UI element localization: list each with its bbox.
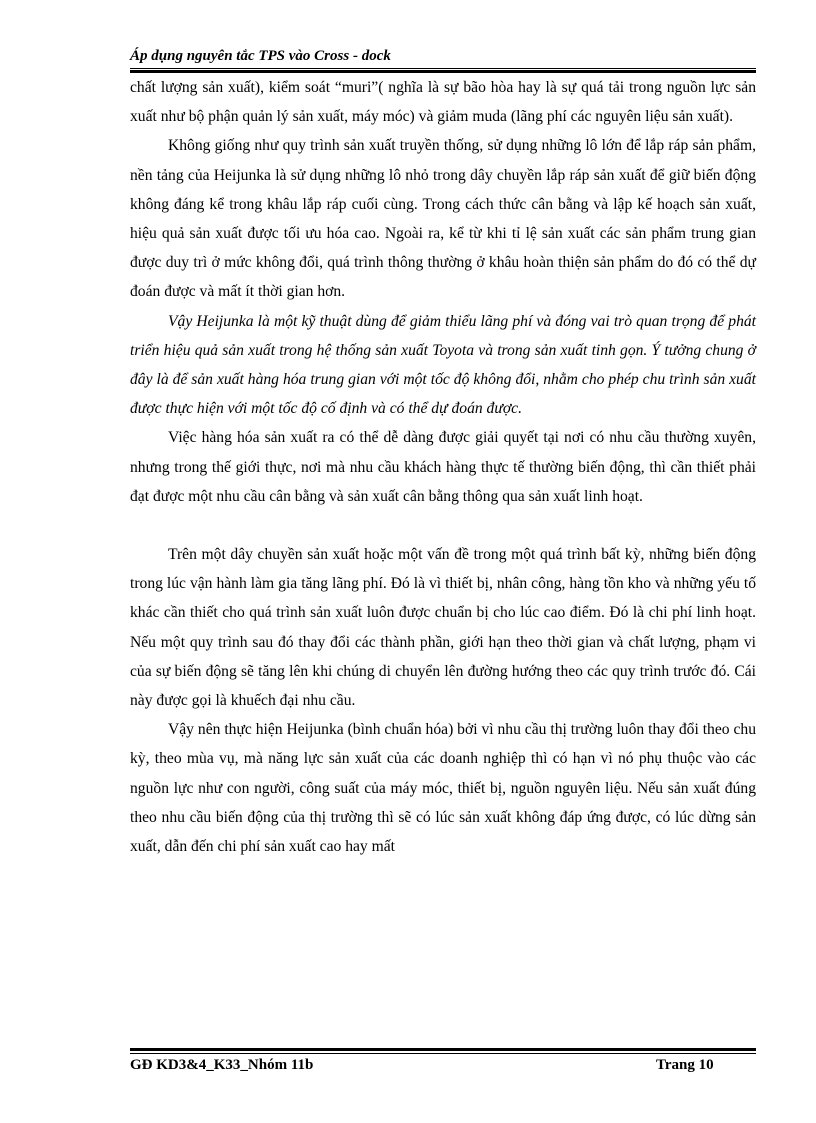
paragraph: chất lượng sản xuất), kiểm soát “muri”( nghĩa là sự bão hòa hay là sự quá tải trong nguồn lực sản xuất như bộ phận quản lý sản xuất, máy móc) và giảm muda (lãng phí các nguyên liệu sản xuất). <box>130 79 756 126</box>
paragraph-italic: Vậy Heijunka là một kỹ thuật dùng để giảm thiểu lãng phí và đóng vai trò quan trọng để phát triển hiệu quả sản xuất trong hệ thống sản xuất Toyota và trong sản xuất tinh gọn. Ý tưởng chung ở đây là để sản xuất hàng hóa trung gian với một tốc độ không đổi, nhằm cho phép chu trình sản xuất được thực hiện với một tốc độ cố định và có thể dự đoán được. <box>130 312 756 418</box>
footer-course-label: GĐ KD3&4_K33_Nhóm 11b <box>130 1057 314 1073</box>
header-rule-thin <box>130 68 756 69</box>
paragraph: Việc hàng hóa sản xuất ra có thể dễ dàng được giải quyết tại nơi có nhu cầu thường xuyên, nhưng trong thế giới thực, nơi mà nhu cầu khách hàng thực tế thường biến động, thì cần thiết phải đạt được một nhu cầu cân bằng và sản xuất cân bằng thông qua sản xuất linh hoạt. <box>130 429 756 505</box>
page-number: Trang 10 <box>656 1057 714 1073</box>
paragraph: Vậy nên thực hiện Heijunka (bình chuẩn hóa) bởi vì nhu cầu thị trường luôn thay đổi theo chu kỳ, theo mùa vụ, mà năng lực sản xuất của các doanh nghiệp thì có hạn vì nó phụ thuộc vào các nguồn lực như con người, công suất của máy móc, thiết bị, nguồn nguyên liệu. Nếu sản xuất đúng theo nhu cầu biến động của thị trường thì sẽ có lúc sản xuất không đáp ứng được, có lúc dừng sản xuất, dẫn đến chi phí sản xuất cao hay mất <box>130 721 756 856</box>
paragraph: Không giống như quy trình sản xuất truyền thống, sử dụng những lô lớn để lắp ráp sản phẩm, nền tảng của Heijunka là sử dụng những lô nhỏ trong dây chuyền lắp ráp sản xuất để giữ biến động không đáng kể trong khâu lắp ráp cuối cùng. Trong cách thức cân bằng và lập kế hoạch sản xuất, hiệu quả sản xuất được tối ưu hóa cao. Ngoài ra, kể từ khi tỉ lệ sản xuất các sản phẩm trung gian được duy trì ở mức không đổi, quá trình thông thường ở khâu hoàn thiện sản phẩm do đó có thể dự đoán được và mất ít thời gian hơn. <box>130 137 756 301</box>
paragraph-gap <box>130 511 756 540</box>
page-header-title: Áp dụng nguyên tắc TPS vào Cross - dock <box>130 48 391 64</box>
body-text <box>130 73 756 861</box>
paragraph: Trên một dây chuyền sản xuất hoặc một vấn đề trong một quá trình bất kỳ, những biến động trong lúc vận hành làm gia tăng lãng phí. Đó là vì thiết bị, nhân công, hàng tồn kho và những yếu tố khác cần thiết cho quá trình sản xuất luôn được chuẩn bị cho lúc cao điểm. Đó là chi phí linh hoạt. Nếu một quy trình sau đó thay đổi các thành phần, giới hạn theo thời gian và chất lượng, phạm vi của sự biến động sẽ tăng lên khi chúng di chuyển lên đường hướng theo các quy trình trước đó. Cái này được gọi là khuếch đại nhu cầu. <box>130 546 756 710</box>
footer-rule-thin <box>130 1053 756 1054</box>
footer-rule-thick <box>130 1048 756 1051</box>
